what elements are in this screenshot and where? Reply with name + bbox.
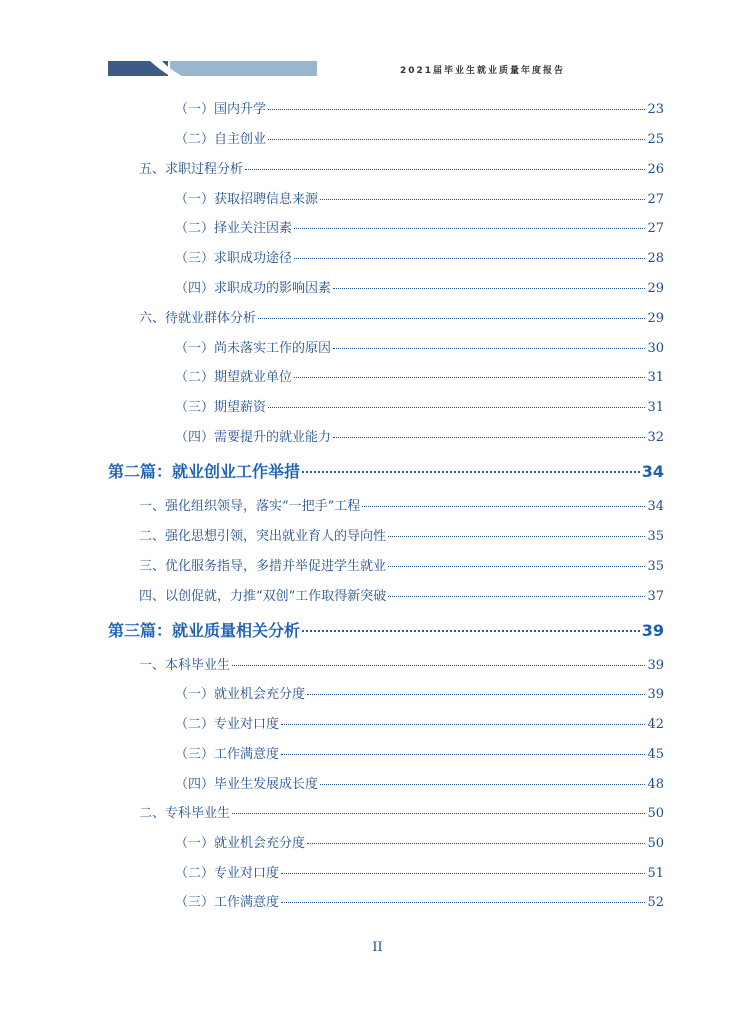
toc-entry[interactable] <box>139 495 664 514</box>
toc-entry[interactable] <box>175 128 664 147</box>
toc-entry-page: 35 <box>647 559 664 574</box>
toc-entry[interactable] <box>175 683 664 702</box>
toc-entry-page: 45 <box>647 747 664 762</box>
toc-entry-page: 28 <box>647 251 664 266</box>
toc-entry-label: 五、求职过程分析 <box>139 162 244 177</box>
toc-leader-dots <box>333 336 645 349</box>
toc-entry[interactable] <box>175 773 664 792</box>
toc-entry-page: 31 <box>647 400 664 415</box>
toc-entry-page: 29 <box>647 281 664 296</box>
toc-leader-dots <box>307 682 645 695</box>
toc-entry-page: 34 <box>641 462 664 481</box>
toc-leader-dots <box>258 306 645 319</box>
toc-leader-dots <box>245 157 645 170</box>
page-header <box>0 0 755 90</box>
toc-entry-page: 26 <box>647 162 664 177</box>
toc-leader-dots <box>281 890 645 903</box>
toc-entry-label: （四）需要提升的就业能力 <box>175 430 332 445</box>
toc-entry[interactable] <box>175 713 664 732</box>
toc-entry-label: （二）专业对口度 <box>175 717 280 732</box>
toc-entry[interactable] <box>139 307 664 326</box>
toc-entry-label: （三）求职成功途径 <box>175 251 293 266</box>
toc-entry-page: 32 <box>647 430 664 445</box>
toc-entry-page: 52 <box>647 895 664 910</box>
toc-part-heading[interactable] <box>108 618 664 641</box>
toc-leader-dots <box>388 584 645 597</box>
toc-leader-dots <box>268 127 645 140</box>
toc-leader-dots <box>294 216 645 229</box>
toc-entry[interactable] <box>175 891 664 910</box>
toc-entry-page: 23 <box>647 102 664 117</box>
toc-entry[interactable] <box>175 247 664 266</box>
toc-entry-label: （三）工作满意度 <box>175 895 280 910</box>
toc-entry-label: （二）期望就业单位 <box>175 370 293 385</box>
toc-entry-page: 34 <box>647 499 664 514</box>
toc-entry-label: 第二篇：就业创业工作举措 <box>108 462 301 481</box>
page-number: II <box>372 940 383 955</box>
toc-leader-dots <box>294 365 645 378</box>
toc-entry-label: （一）国内升学 <box>175 102 267 117</box>
toc-leader-dots <box>268 97 645 110</box>
toc-entry[interactable] <box>175 832 664 851</box>
header-wave-graphic <box>0 0 755 90</box>
toc-entry[interactable] <box>175 366 664 385</box>
toc-entry-label: （三）期望薪资 <box>175 400 267 415</box>
toc-entry-label: 四、以创促就，力推“双创”工作取得新突破 <box>139 589 387 604</box>
toc-entry-label: 第三篇：就业质量相关分析 <box>108 621 301 640</box>
toc-leader-dots <box>294 246 645 259</box>
toc-entry-page: 39 <box>647 687 664 702</box>
toc-entry-label: （一）就业机会充分度 <box>175 687 306 702</box>
toc-entry-page: 39 <box>647 658 664 673</box>
toc-entry-page: 30 <box>647 341 664 356</box>
toc-entry-page: 39 <box>641 621 664 640</box>
toc-leader-dots <box>281 712 645 725</box>
toc-entry[interactable] <box>175 337 664 356</box>
toc-leader-dots <box>281 861 645 874</box>
toc-entry-page: 27 <box>647 221 664 236</box>
toc-entry[interactable] <box>175 743 664 762</box>
toc-entry-label: （一）就业机会充分度 <box>175 836 306 851</box>
toc-entry-label: （一）获取招聘信息来源 <box>175 192 319 207</box>
toc-entry-page: 31 <box>647 370 664 385</box>
toc-entry-label: （三）工作满意度 <box>175 747 280 762</box>
toc-entry-label: （二）自主创业 <box>175 132 267 147</box>
toc-entry[interactable] <box>139 654 664 673</box>
toc-leader-dots <box>320 772 645 785</box>
toc-leader-dots <box>388 554 645 567</box>
toc-entry[interactable] <box>175 426 664 445</box>
toc-entry[interactable] <box>175 862 664 881</box>
toc-entry-label: （二）择业关注因素 <box>175 221 293 236</box>
toc-entry[interactable] <box>175 277 664 296</box>
toc-leader-dots <box>302 457 640 473</box>
toc-entry[interactable] <box>175 98 664 117</box>
toc-leader-dots <box>281 742 645 755</box>
toc-leader-dots <box>333 276 645 289</box>
toc-leader-dots <box>307 831 645 844</box>
toc-leader-dots <box>268 395 645 408</box>
toc-entry-page: 35 <box>647 529 664 544</box>
toc-entry-page: 50 <box>647 836 664 851</box>
toc-entry[interactable] <box>139 555 664 574</box>
toc-entry-label: （四）毕业生发展成长度 <box>175 777 319 792</box>
toc-entry-label: 二、专科毕业生 <box>139 806 231 821</box>
toc-entry[interactable] <box>139 525 664 544</box>
toc-leader-dots <box>320 187 645 200</box>
toc-entry-page: 27 <box>647 192 664 207</box>
toc-entry[interactable] <box>175 217 664 236</box>
toc-entry-label: （四）求职成功的影响因素 <box>175 281 332 296</box>
toc-entry[interactable] <box>175 188 664 207</box>
toc-leader-dots <box>232 801 645 814</box>
toc-entry-label: 一、本科毕业生 <box>139 658 231 673</box>
toc-part-heading[interactable] <box>108 459 664 482</box>
toc-leader-dots <box>362 494 645 507</box>
toc-entry-page: 37 <box>647 589 664 604</box>
toc-entry-label: 六、待就业群体分析 <box>139 311 257 326</box>
toc-entry-page: 29 <box>647 311 664 326</box>
toc-entry-label: 二、强化思想引领，突出就业育人的导向性 <box>139 529 387 544</box>
toc-entry[interactable] <box>139 802 664 821</box>
toc-entry[interactable] <box>139 158 664 177</box>
toc-entry-label: （一）尚未落实工作的原因 <box>175 341 332 356</box>
toc-entry-page: 51 <box>647 866 664 881</box>
toc-entry-label: 三、优化服务指导，多措并举促进学生就业 <box>139 559 387 574</box>
toc-entry[interactable] <box>139 585 664 604</box>
toc-entry-label: （二）专业对口度 <box>175 866 280 881</box>
toc-entry-label: 一、强化组织领导，落实“一把手”工程 <box>139 499 361 514</box>
toc-leader-dots <box>333 425 645 438</box>
toc-entry-page: 48 <box>647 777 664 792</box>
toc-entry[interactable] <box>175 396 664 415</box>
toc-entry-page: 42 <box>647 717 664 732</box>
toc-leader-dots <box>302 616 640 632</box>
header-title: 2021届毕业生就业质量年度报告 <box>400 66 566 76</box>
toc-leader-dots <box>232 653 645 666</box>
toc-entry-page: 50 <box>647 806 664 821</box>
toc-entry-page: 25 <box>647 132 664 147</box>
toc-leader-dots <box>388 524 645 537</box>
